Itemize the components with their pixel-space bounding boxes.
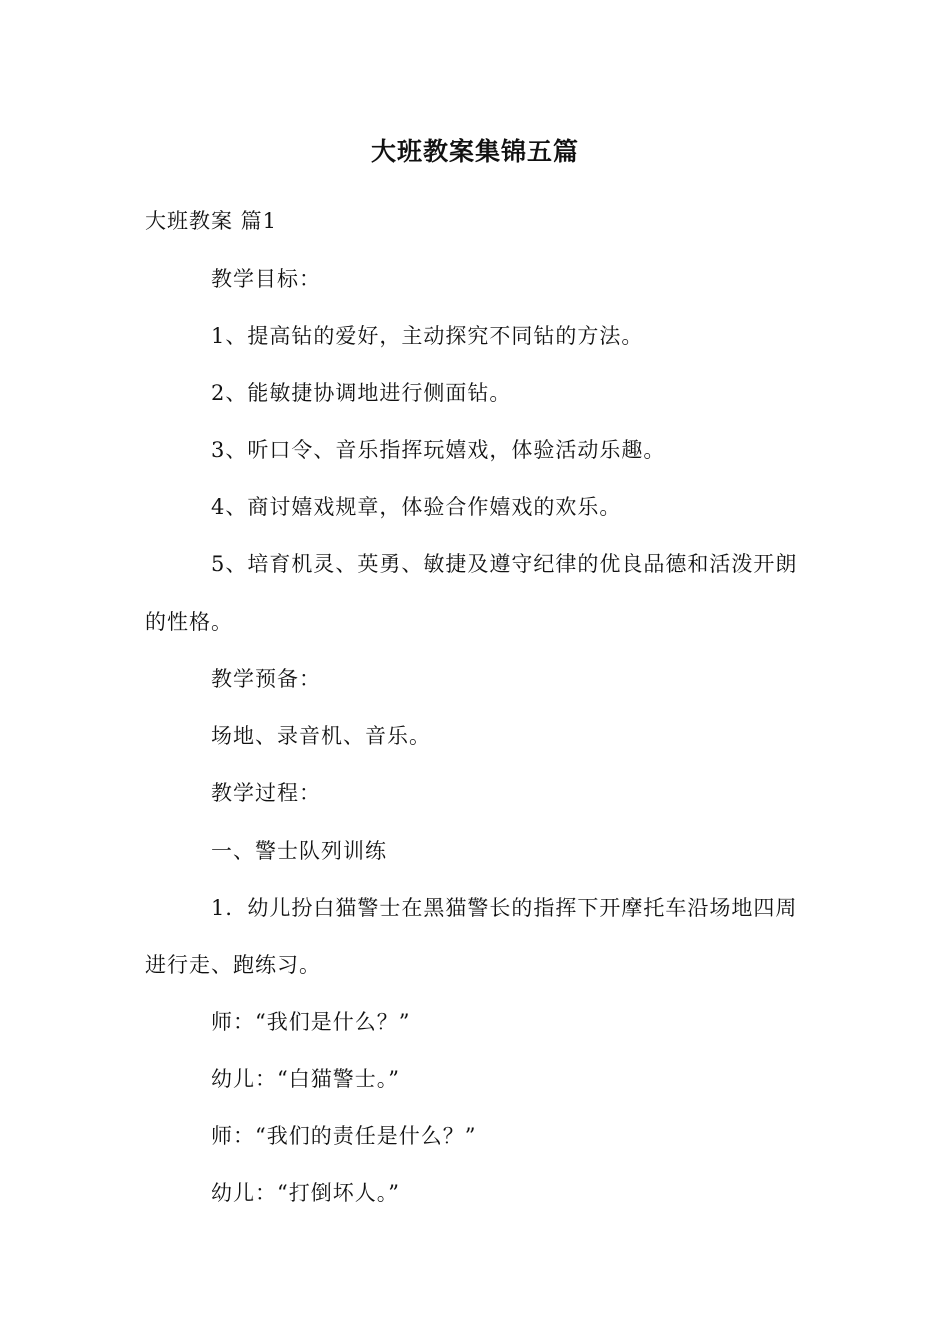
paragraph: 场地、录音机、音乐。 — [211, 724, 431, 748]
paragraph: 教学目标： — [211, 267, 321, 291]
paragraph: 教学过程： — [211, 781, 321, 805]
dialogue-line: 幼儿：“打倒坏人。” — [211, 1181, 400, 1205]
paragraph: 3、听口令、音乐指挥玩嬉戏，体验活动乐趣。 — [211, 438, 666, 462]
dialogue-line: 幼儿：“白猫警士。” — [211, 1067, 400, 1091]
dialogue-line: 师：“我们的责任是什么？” — [211, 1124, 477, 1148]
paragraph: 1．幼儿扮白猫警士在黑猫警长的指挥下开摩托车沿场地四周 — [211, 896, 798, 920]
paragraph-continuation: 进行走、跑练习。 — [145, 953, 321, 977]
paragraph: 1、提高钻的爱好，主动探究不同钻的方法。 — [211, 324, 644, 348]
section-heading: 大班教案 篇1 — [145, 209, 278, 233]
paragraph: 5、培育机灵、英勇、敏捷及遵守纪律的优良品德和活泼开朗 — [211, 552, 798, 576]
dialogue-line: 师：“我们是什么？” — [211, 1010, 411, 1034]
paragraph: 2、能敏捷协调地进行侧面钻。 — [211, 381, 512, 405]
paragraph-continuation: 的性格。 — [145, 610, 233, 634]
paragraph: 4、商讨嬉戏规章，体验合作嬉戏的欢乐。 — [211, 495, 622, 519]
paragraph: 一、警士队列训练 — [211, 839, 387, 863]
document-title: 大班教案集锦五篇 — [370, 137, 579, 166]
paragraph: 教学预备： — [211, 667, 321, 691]
